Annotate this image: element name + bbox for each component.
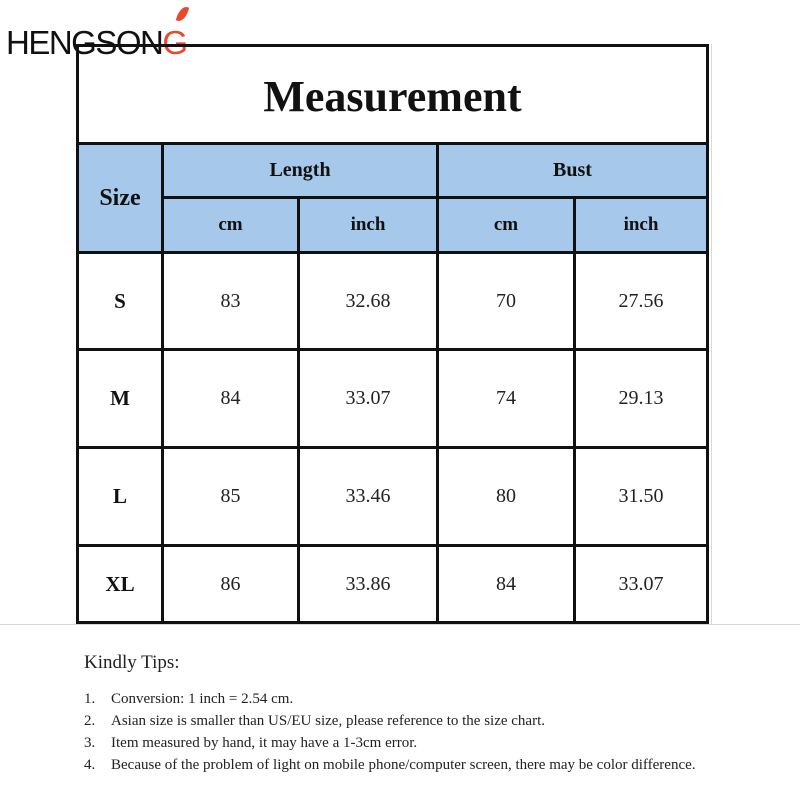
table-cell: 80 [496, 485, 516, 507]
brand-name-accent: G [162, 24, 187, 61]
table-cell: 33.46 [345, 485, 391, 507]
table-cell: 27.56 [618, 289, 664, 312]
grid-line [79, 251, 706, 254]
guide-line-horizontal [0, 624, 800, 625]
row-size-s: S [114, 288, 126, 313]
row-size-m: M [110, 386, 130, 410]
length-header: Length [164, 145, 436, 196]
list-item [84, 710, 724, 732]
grid-line [79, 348, 706, 351]
table-cell: 84 [496, 572, 516, 595]
table-cell: 84 [220, 387, 241, 409]
guide-line-vertical [711, 44, 712, 624]
tip-text: Because of the problem of light on mobile phone/computer screen, there may be color difference. [111, 757, 696, 773]
size-header: Size [79, 145, 161, 251]
table-cell: 31.50 [618, 485, 664, 507]
tip-number: 3. [84, 735, 96, 751]
bust-cm-header: cm [439, 199, 573, 251]
bust-header: Bust [439, 145, 706, 196]
tip-number: 1. [84, 691, 96, 707]
grid-line [79, 446, 706, 449]
tip-text: Item measured by hand, it may have a 1-3cm error. [111, 735, 418, 751]
table-title: Measurement [79, 47, 706, 145]
tip-text: Asian size is smaller than US/EU size, please reference to the size chart. [111, 713, 545, 729]
list-item [84, 754, 724, 776]
table-cell: 33.07 [345, 387, 391, 409]
table-cell: 70 [496, 289, 516, 312]
list-item [84, 688, 724, 710]
row-size-xl: XL [105, 571, 135, 596]
grid-line [573, 196, 576, 621]
bust-inch-header: inch [576, 199, 706, 251]
leaf-icon [176, 5, 190, 23]
table-cell: 33.07 [618, 572, 664, 595]
tips-list [84, 688, 724, 776]
length-inch-header: inch [300, 199, 436, 251]
list-item [84, 732, 724, 754]
grid-line [436, 145, 439, 621]
grid-line [297, 196, 300, 621]
grid-line [161, 196, 706, 199]
kindly-tips [84, 652, 724, 776]
table-cell: 29.13 [618, 387, 664, 409]
row-size-l: L [112, 484, 127, 508]
length-cm-header: cm [164, 199, 297, 251]
brand-name: HENGSON [6, 24, 163, 61]
tip-number: 4. [84, 757, 96, 773]
tips-title: Kindly Tips: [84, 652, 180, 673]
table-cell: 33.86 [345, 572, 391, 595]
grid-line [79, 544, 706, 547]
table-cell: 85 [220, 485, 241, 507]
table-cell: 86 [220, 572, 241, 595]
table-cell: 32.68 [345, 289, 391, 312]
grid-line [161, 145, 164, 621]
tip-number: 2. [84, 713, 96, 729]
table-cell: 74 [496, 387, 516, 409]
tip-text: Conversion: 1 inch = 2.54 cm. [111, 691, 294, 707]
table-cell: 83 [220, 289, 241, 312]
size-chart-table [76, 44, 709, 624]
